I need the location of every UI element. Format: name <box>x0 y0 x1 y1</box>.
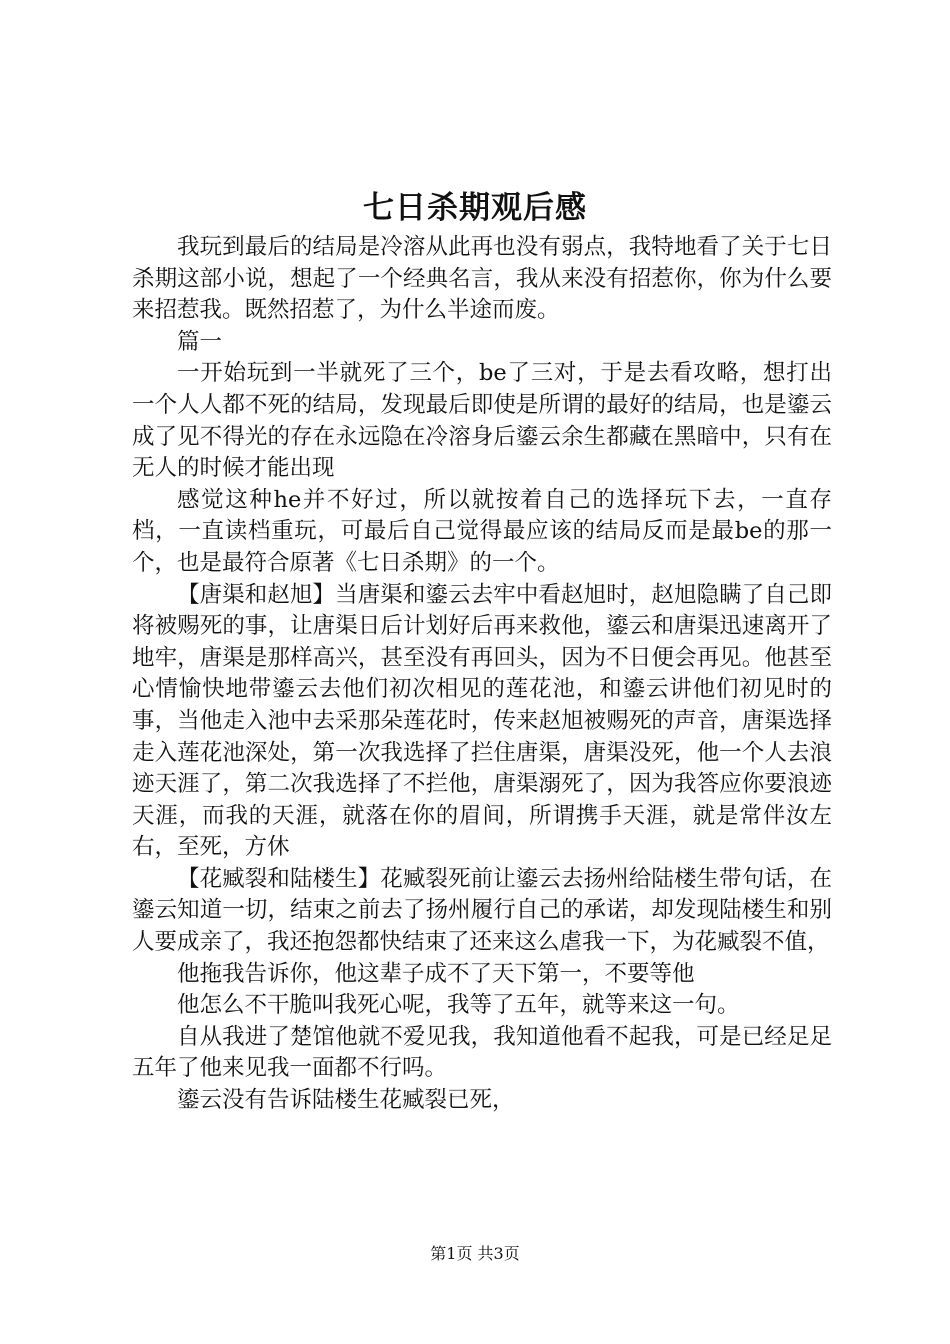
paragraph: 他怎么不干脆叫我死心呢，我等了五年，就等来这一句。 <box>177 992 740 1019</box>
section-heading: 篇一 <box>177 328 223 355</box>
paragraph: 他拖我告诉你，他这辈子成不了天下第一，不要等他 <box>177 960 695 987</box>
paragraph: 感觉这种he并不好过，所以就按着自己的选择玩下去，一直存档，一直读档重玩，可最后自己觉得最应该的结局反而是最be的那一个，也是最符合原著《七日杀期》的一个。 <box>132 486 832 576</box>
document-title: 七日杀期观后感 <box>363 190 587 226</box>
paragraph: 【花臧裂和陆楼生】花臧裂死前让鎏云去扬州给陆楼生带句话，在鎏云知道一切，结束之前去了扬州履行自己的承诺，却发现陆楼生和别人要成亲了，我还抱怨都快结束了还来这么虐我一下，为花臧裂不值， <box>132 865 832 956</box>
paragraph: 鎏云没有告诉陆楼生花臧裂已死， <box>177 1087 515 1114</box>
document-body <box>132 232 832 1117</box>
paragraph: 一开始玩到一半就死了三个，be了三对，于是去看攻略，想打出一个人人都不死的结局，发现最后即使是所谓的最好的结局，也是鎏云成了见不得光的存在永远隐在冷溶身后鎏云余生都藏在黑暗中，只有在无人的时候才能出现 <box>132 360 832 482</box>
paragraph: 我玩到最后的结局是冷溶从此再也没有弱点，我特地看了关于七日杀期这部小说，想起了一个经典名言，我从来没有招惹你，你为什么要来招惹我。既然招惹了，为什么半途而废。 <box>132 234 832 324</box>
page-number-footer: 第1页 共3页 <box>430 1244 520 1263</box>
paragraph: 自从我进了楚馆他就不爱见我，我知道他看不起我，可是已经足足五年了他来见我一面都不行吗。 <box>132 1023 832 1082</box>
paragraph: 【唐渠和赵旭】当唐渠和鎏云去牢中看赵旭时，赵旭隐瞒了自己即将被赐死的事，让唐渠日后计划好后再来救他，鎏云和唐渠迅速离开了地牢，唐渠是那样高兴，甚至没有再回头，因为不日便会再见。他甚至心情愉快地带鎏云去他们初次相见的莲花池，和鎏云讲他们初见时的事，当他走入池中去采那朵莲花时，传来赵旭被赐死的声音，唐渠选择走入莲花池深处，第一次我选择了拦住唐渠，唐渠没死，他一个人去浪迹天涯了，第二次我选择了不拦他，唐渠溺死了，因为我答应你要浪迹天涯，而我的天涯，就落在你的眉间，所谓携手天涯，就是常伴汝左右，至死，方休 <box>132 581 832 861</box>
